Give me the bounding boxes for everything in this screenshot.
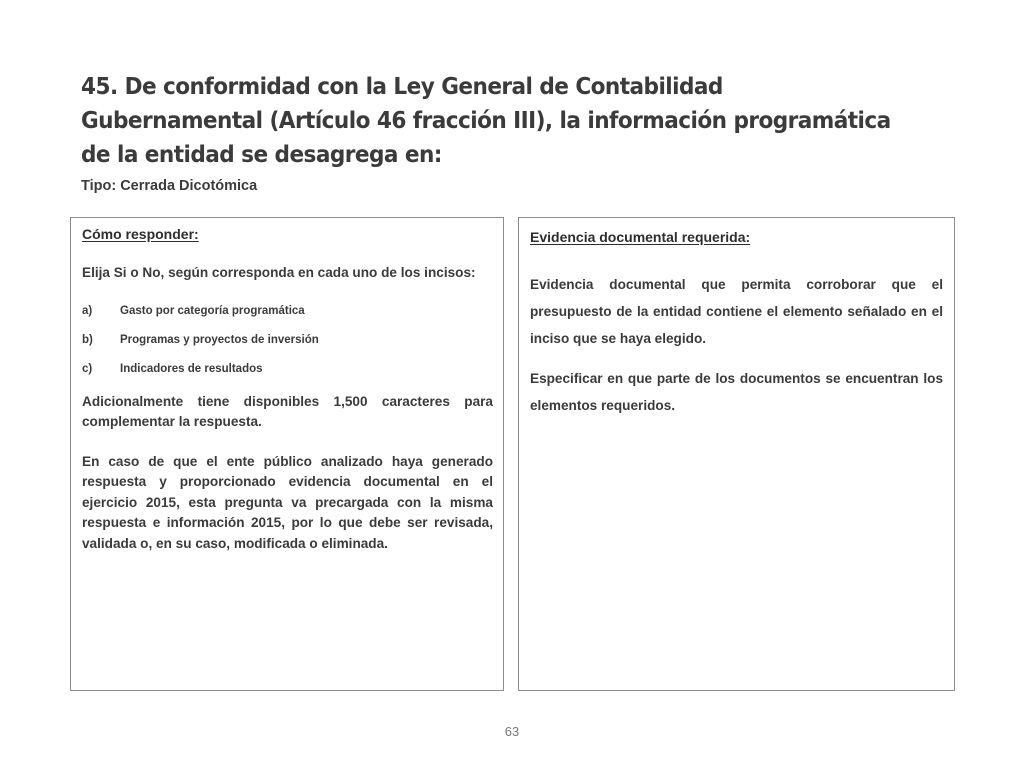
- required-evidence-heading: Evidencia documental requerida:: [530, 229, 751, 245]
- inciso-letter: a): [82, 304, 93, 317]
- inciso-item: [82, 332, 493, 361]
- question-title: 45. De conformidad con la Ley General de Contabilidad Gubernamental (Artículo 46 fracción III), la información programática de la entidad se desagrega en:: [81, 74, 891, 168]
- inciso-letter: b): [82, 333, 93, 346]
- inciso-text: Gasto por categoría programática: [120, 304, 305, 317]
- inciso-item: [82, 303, 493, 332]
- incisos-list: [82, 303, 493, 390]
- inciso-text: Programas y proyectos de inversión: [120, 333, 319, 346]
- evidence-description: Evidencia documental que permita corroborar que el presupuesto de la entidad contiene el elemento señalado en el inciso que se haya elegido.: [530, 277, 943, 346]
- how-to-answer-panel: [70, 217, 504, 691]
- answer-instruction: Elija Si o No, según corresponda en cada uno de los incisos:: [82, 265, 476, 280]
- inciso-text: Indicadores de resultados: [120, 362, 263, 375]
- preload-note: En caso de que el ente público analizado haya generado respuesta y proporcionado evidencia documental en el ejercicio 2015, esta pregunta va precargada con la misma respuesta e información 2015, por lo que debe ser revisada, validada o, en su caso, modificada o eliminada.: [82, 453, 493, 551]
- additional-characters-note: Adicionalmente tiene disponibles 1,500 caracteres para complementar la respuesta.: [82, 393, 493, 429]
- required-evidence-panel: [518, 217, 955, 691]
- page-number: 63: [504, 724, 520, 739]
- inciso-item: [82, 361, 493, 390]
- question-type: Tipo: Cerrada Dicotómica: [81, 178, 258, 194]
- inciso-letter: c): [82, 362, 93, 375]
- how-to-answer-heading: Cómo responder:: [82, 226, 199, 242]
- evidence-specify-note: Especificar en que parte de los documentos se encuentran los elementos requeridos.: [530, 371, 943, 413]
